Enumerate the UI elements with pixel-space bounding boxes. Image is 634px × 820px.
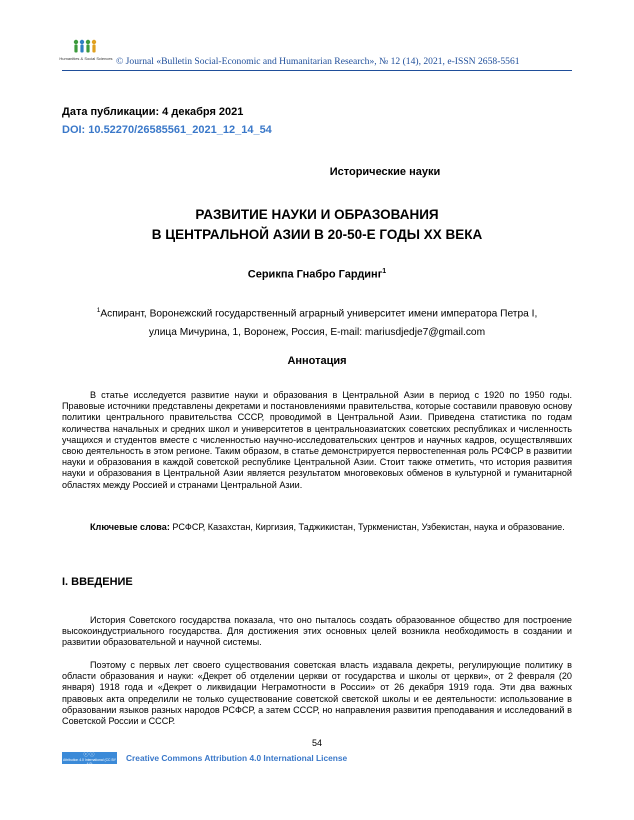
introduction-paragraph-2: Поэтому с первых лет своего существования советская власть издавала декреты, регулирующие политику в области образования и науки: «Декрет об отделении церкви от государства и школы от церкви», от 2 февраля (20 января) 1918 года и «Декрет о ликвидации Неграмотности в России» от 26 декабря 1919 года. Эти два важных правовых акта определили не только существование советской светской школы и ее деятельности: использование в образовании языков разных народов РСФСР, а затем СССР, но направления развития преподавания и исследований в Советской России и СССР. [62,660,572,727]
page-number: 54 [311,738,322,748]
license-link[interactable]: Creative Commons Attribution 4.0 International License [126,753,348,763]
author-name [60,268,574,281]
publication-date: Дата публикации: 4 декабря 2021 [62,106,244,118]
author-name-text: Серикпа Гнабро Гардинг [247,268,383,281]
section-label: Исторические науки [329,166,441,178]
affiliation-line-1 [62,303,572,321]
keywords [62,522,572,533]
author-affiliation-mark: 1 [382,268,387,275]
author-affiliation [62,303,572,340]
journal-citation: © Journal «Bulletin Social-Economic and Humanitarian Research», № 12 (14), 2021, e-ISSN 2658-5561 [116,56,520,67]
affiliation-line-1-text: Аспирант, Воронежский государственный аграрный университет имени императора Петра I, [100,308,538,320]
logo-caption: Humanities & Social Sciences [59,56,113,61]
article-title-line-2: В ЦЕНТРАЛЬНОЙ АЗИИ В 20-50-Е ГОДЫ ХХ ВЕКА [151,227,483,242]
cc-badge-text: Attribution 4.0 International (CC BY 4.0) [63,758,116,766]
people-logo-icon [62,38,108,58]
affiliation-mark: 1 [96,307,101,314]
cc-by-icon: ⓒⓘ [83,752,96,758]
keywords-label: Ключевые слова: [90,522,170,532]
doi-link[interactable]: DOI: 10.52270/26585561_2021_12_14_54 [62,124,272,136]
abstract-text: В статье исследуется развитие науки и образования в Центральной Азии в период с 1920 по 1950 годы. Правовые источники представлены декретами и постановлениями правительства, которые составили правовую основу политики центрального правительства СССР, проводимой в Центральной Азии. Приведена статистика по годам количества начальных и средних школ и университетов в центральноазиатских советских республиках и численность учащихся и студентов вместе с численностью научно-исследовательских центров и научных кадров, осуществлявших свою деятельность в этом регионе. Таким образом, в статье демонстрируется первостепенная роль РСФСР в развитии науки и образования в каждой советской республике Центральной Азии. Стоит также отметить, что история развития науки и образования в Центральной Азии является результатом многовековых обменов в культурной и гуманитарной областях между Россией и странами Центральной Азии. [62,390,572,490]
keywords-list: РСФСР, Казахстан, Киргизия, Таджикистан, Туркменистан, Узбекистан, наука и образование. [169,522,565,532]
abstract-heading: Аннотация [287,355,347,367]
article-title-line-1: РАЗВИТИЕ НАУКИ И ОБРАЗОВАНИЯ [195,207,439,222]
header-divider [62,70,572,71]
introduction-heading: I. ВВЕДЕНИЕ [62,576,133,588]
affiliation-line-2: улица Мичурина, 1, Воронеж, Россия, E-mail: mariusdjedje7@gmail.com [148,327,486,339]
journal-logo [59,38,113,72]
cc-license-badge[interactable] [62,752,117,764]
introduction-paragraph-1: История Советского государства показала, что оно пыталось создать образованное общество для построение высокоиндустриального государства. Для достижения этих основных целей возникла необходимость в создании и развитии образовательной и научной системы. [62,615,572,648]
